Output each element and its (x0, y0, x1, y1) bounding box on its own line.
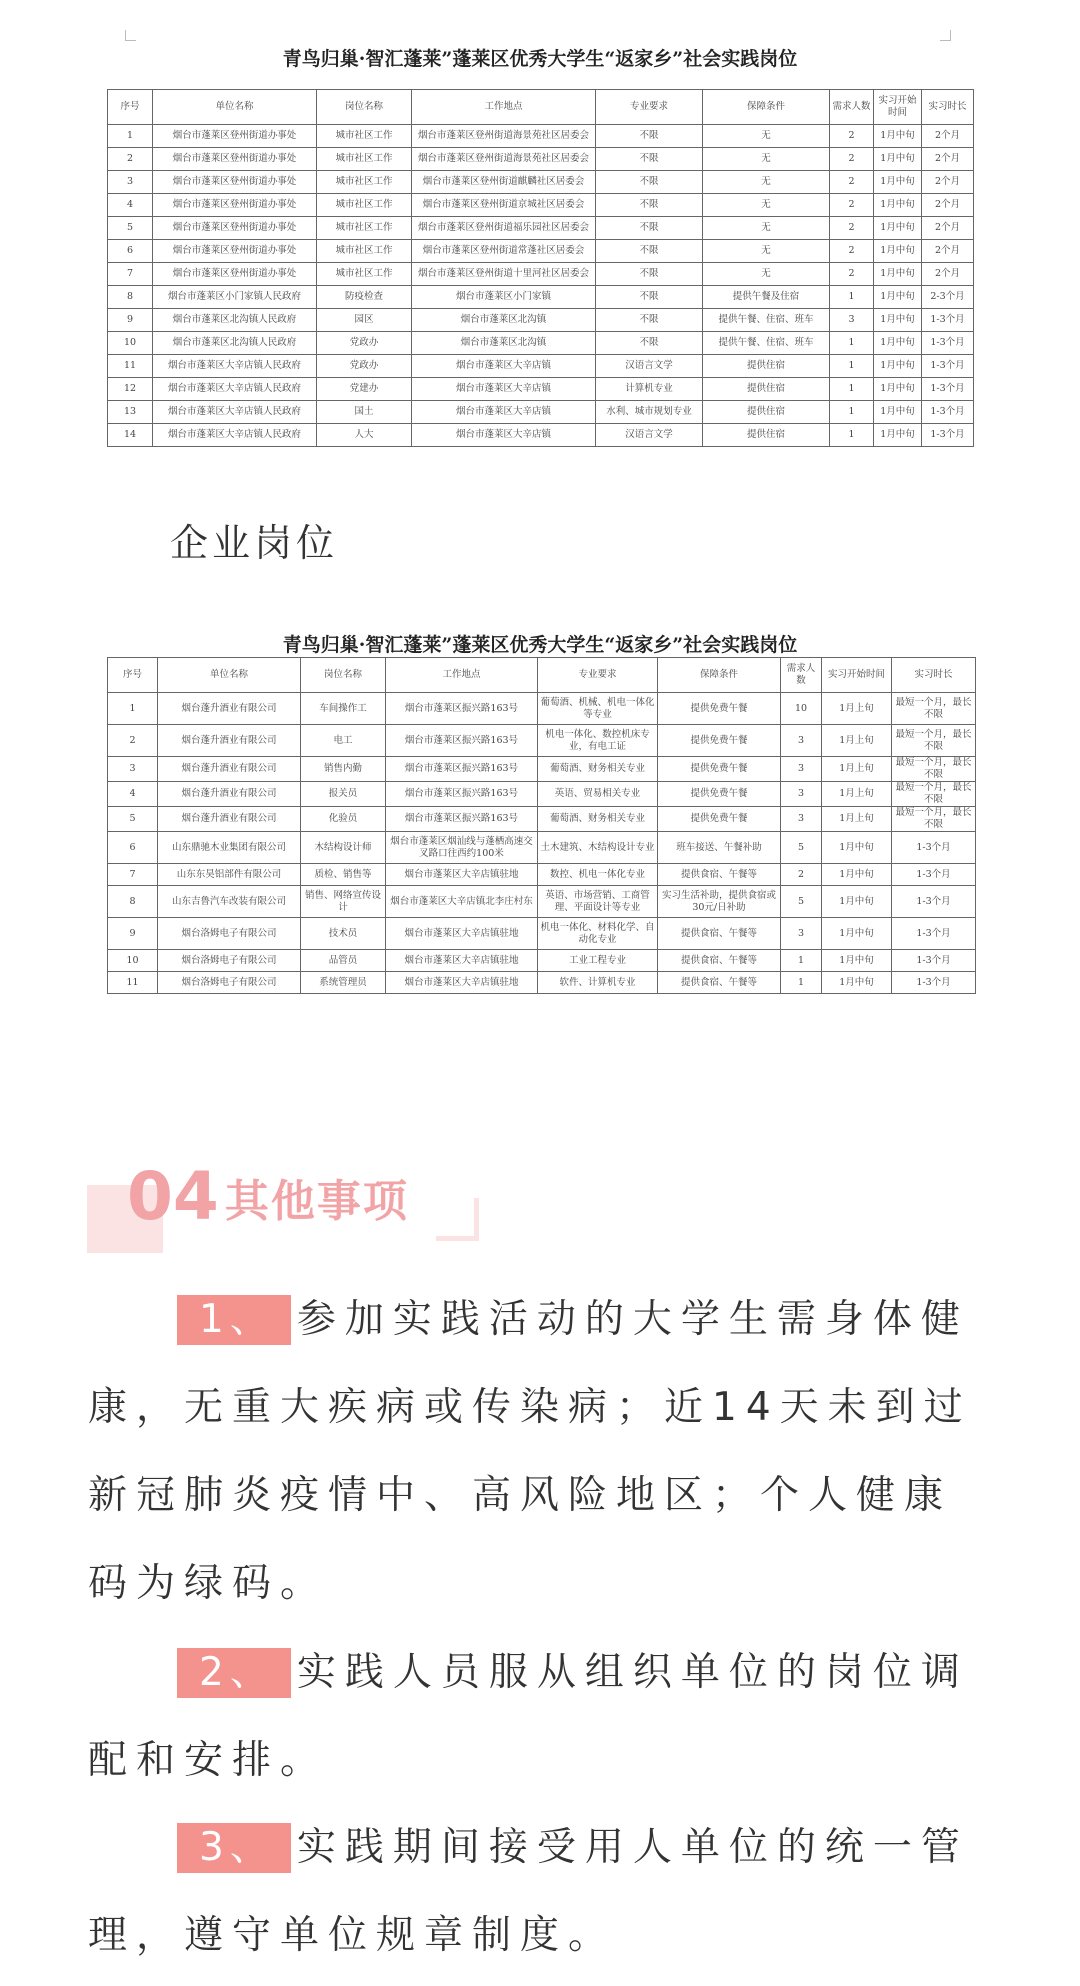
table-cell: 化验员 (301, 807, 386, 832)
section-number: 04 (127, 1158, 219, 1235)
table-cell: 城市社区工作 (317, 263, 412, 286)
table-cell: 1-3个月 (922, 309, 974, 332)
table-cell: 不限 (596, 240, 703, 263)
table-cell: 1-3个月 (892, 886, 976, 918)
table-cell: 烟台市蓬莱区北沟镇 (412, 332, 596, 355)
table-cell: 1-3个月 (892, 950, 976, 972)
table-row (108, 217, 974, 240)
table-cell: 报关员 (301, 782, 386, 807)
table-cell: 人大 (317, 424, 412, 447)
table-cell: 1月中旬 (874, 401, 922, 424)
table-cell: 1月中旬 (822, 886, 892, 918)
table-cell: 烟台市蓬莱区登州街道海景苑社区居委会 (412, 125, 596, 148)
table-cell: 英语、市场营销、工商管理、平面设计等专业 (538, 886, 658, 918)
notice-item-2 (88, 1629, 988, 1805)
table-cell: 1月中旬 (874, 148, 922, 171)
table-cell: 烟台市蓬莱区登州街道办事处 (153, 194, 317, 217)
table-cell: 1月上旬 (822, 807, 892, 832)
table-cell: 烟台洛姆电子有限公司 (158, 972, 301, 994)
table-cell: 2个月 (922, 217, 974, 240)
table-cell: 烟台市蓬莱区大辛店镇 (412, 355, 596, 378)
table-cell: 1-3个月 (922, 378, 974, 401)
table-cell: 山东吉鲁汽车改装有限公司 (158, 886, 301, 918)
section-heading (127, 1158, 409, 1235)
table-cell: 2个月 (922, 148, 974, 171)
table-cell: 9 (108, 309, 153, 332)
table-cell: 城市社区工作 (317, 171, 412, 194)
table-cell: 不限 (596, 171, 703, 194)
table-cell: 不限 (596, 309, 703, 332)
table-cell: 1 (108, 693, 158, 725)
table-cell: 机电一体化、数控机床专业，有电工证 (538, 725, 658, 757)
table-cell: 1月中旬 (874, 125, 922, 148)
table-cell: 6 (108, 240, 153, 263)
table-cell: 烟台市蓬莱区北沟镇人民政府 (153, 309, 317, 332)
column-header: 需求人数 (781, 658, 822, 693)
table-cell: 1-3个月 (922, 424, 974, 447)
table-cell: 烟台市蓬莱区登州街道麒麟社区居委会 (412, 171, 596, 194)
table-cell: 2 (781, 864, 822, 886)
table-cell: 计算机专业 (596, 378, 703, 401)
table-cell: 不限 (596, 332, 703, 355)
table-cell: 烟台市蓬莱区振兴路163号 (386, 757, 538, 782)
column-header: 单位名称 (153, 90, 317, 125)
table-cell: 烟台市蓬莱区大辛店镇驻地 (386, 972, 538, 994)
column-header: 实习时长 (922, 90, 974, 125)
table-cell: 不限 (596, 125, 703, 148)
table-cell: 5 (781, 832, 822, 864)
table-cell: 提供住宿 (703, 424, 830, 447)
table-cell: 烟台市蓬莱区小门家镇人民政府 (153, 286, 317, 309)
table-cell: 烟台市蓬莱区北沟镇人民政府 (153, 332, 317, 355)
item-text: 实践人员服从组织单位的岗位调配和安排。 (88, 1650, 969, 1783)
table-cell: 1月中旬 (822, 864, 892, 886)
column-header: 保障条件 (658, 658, 781, 693)
table-cell: 党政办 (317, 332, 412, 355)
table-cell: 山东东昊铝部件有限公司 (158, 864, 301, 886)
table-cell: 1 (781, 950, 822, 972)
table-cell: 烟台市蓬莱区大辛店镇人民政府 (153, 401, 317, 424)
table-cell: 9 (108, 918, 158, 950)
table-cell: 10 (108, 332, 153, 355)
table-cell: 2 (108, 148, 153, 171)
table-row (108, 240, 974, 263)
table-cell: 5 (781, 886, 822, 918)
table-cell: 提供食宿、午餐等 (658, 864, 781, 886)
table-cell: 党建办 (317, 378, 412, 401)
heading-bracket-decoration (436, 1198, 479, 1241)
table-cell: 不限 (596, 194, 703, 217)
table-cell: 烟台市蓬莱区大辛店镇人民政府 (153, 378, 317, 401)
table-cell: 烟台市蓬莱区振兴路163号 (386, 807, 538, 832)
table-cell: 班车接送、午餐补助 (658, 832, 781, 864)
table-cell: 1 (830, 286, 874, 309)
table-cell: 烟台市蓬莱区大辛店镇 (412, 378, 596, 401)
column-header: 岗位名称 (317, 90, 412, 125)
table-row (108, 286, 974, 309)
table-cell: 无 (703, 240, 830, 263)
table-cell: 技术员 (301, 918, 386, 950)
column-header: 序号 (108, 658, 158, 693)
table-cell: 烟台市蓬莱区北沟镇 (412, 309, 596, 332)
table-cell: 烟台市蓬莱区登州街道办事处 (153, 125, 317, 148)
table-cell: 2个月 (922, 125, 974, 148)
table-cell: 烟台市蓬莱区小门家镇 (412, 286, 596, 309)
table-cell: 2 (108, 725, 158, 757)
table-cell: 烟台市蓬莱区大辛店镇北李庄村东 (386, 886, 538, 918)
table-row (108, 807, 976, 832)
table-cell: 提供免费午餐 (658, 782, 781, 807)
table-row (108, 125, 974, 148)
table-cell: 无 (703, 194, 830, 217)
table-cell: 10 (108, 950, 158, 972)
table-cell: 1-3个月 (922, 355, 974, 378)
table-cell: 2个月 (922, 240, 974, 263)
table-cell: 烟台市蓬莱区登州街道京城社区居委会 (412, 194, 596, 217)
table-cell: 最短一个月，最长不限 (892, 693, 976, 725)
table-cell: 烟台蓬升酒业有限公司 (158, 757, 301, 782)
table-cell: 2 (830, 194, 874, 217)
table-cell: 烟台蓬升酒业有限公司 (158, 725, 301, 757)
table-cell: 1 (781, 972, 822, 994)
table-cell: 3 (781, 757, 822, 782)
table-row (108, 194, 974, 217)
table-cell: 3 (108, 171, 153, 194)
table-cell: 1月中旬 (822, 950, 892, 972)
table-cell: 最短一个月，最长不限 (892, 725, 976, 757)
table-cell: 烟台市蓬莱区大辛店镇 (412, 424, 596, 447)
table-cell: 7 (108, 864, 158, 886)
table-cell: 1-3个月 (892, 972, 976, 994)
column-header: 工作地点 (412, 90, 596, 125)
table-cell: 1月中旬 (822, 918, 892, 950)
item-text: 参加实践活动的大学生需身体健康，无重大疾病或传染病；近14天未到过新冠肺炎疫情中、高风险地区；个人健康码为绿码。 (88, 1297, 972, 1606)
table-cell: 4 (108, 194, 153, 217)
table-cell: 最短一个月，最长不限 (892, 807, 976, 832)
table-cell: 无 (703, 148, 830, 171)
table-cell: 1月中旬 (874, 332, 922, 355)
table-cell: 防疫检查 (317, 286, 412, 309)
table-row (108, 950, 976, 972)
table-cell: 1 (108, 125, 153, 148)
table-cell: 5 (108, 217, 153, 240)
table-cell: 烟台洛姆电子有限公司 (158, 918, 301, 950)
table-cell: 1-3个月 (892, 832, 976, 864)
table-cell: 1-3个月 (892, 864, 976, 886)
table-row (108, 424, 974, 447)
table-cell: 国土 (317, 401, 412, 424)
table-row (108, 864, 976, 886)
column-header: 需求人数 (830, 90, 874, 125)
table-row (108, 832, 976, 864)
table-cell: 3 (830, 309, 874, 332)
section-title: 其他事项 (224, 1175, 409, 1227)
table-row (108, 355, 974, 378)
table-cell: 汉语言文学 (596, 355, 703, 378)
table-cell: 烟台市蓬莱区登州街道办事处 (153, 263, 317, 286)
table-cell: 提供食宿、午餐等 (658, 918, 781, 950)
table-cell: 提供午餐及住宿 (703, 286, 830, 309)
table-row (108, 309, 974, 332)
table-row (108, 148, 974, 171)
table-cell: 1月上旬 (822, 693, 892, 725)
table-cell: 10 (781, 693, 822, 725)
page-corner-mark (125, 30, 136, 41)
table-cell: 1月中旬 (874, 424, 922, 447)
column-header: 实习开始时间 (874, 90, 922, 125)
gov-table-title: 青鸟归巢·智汇蓬莱”蓬莱区优秀大学生“返家乡”社会实践岗位 (282, 48, 798, 70)
table-cell: 8 (108, 886, 158, 918)
table-cell: 无 (703, 263, 830, 286)
enterprise-heading: 企业岗位 (170, 521, 339, 565)
table-cell: 3 (108, 757, 158, 782)
table-cell: 数控、机电一体化专业 (538, 864, 658, 886)
table-cell: 最短一个月，最长不限 (892, 757, 976, 782)
table-cell: 烟台市蓬莱区振兴路163号 (386, 725, 538, 757)
table-cell: 烟台市蓬莱区振兴路163号 (386, 693, 538, 725)
table-cell: 3 (781, 918, 822, 950)
table-cell: 2-3个月 (922, 286, 974, 309)
table-cell: 提供免费午餐 (658, 807, 781, 832)
table-cell: 提供免费午餐 (658, 693, 781, 725)
table-cell: 12 (108, 378, 153, 401)
table-cell: 烟台市蓬莱区大辛店镇驻地 (386, 864, 538, 886)
table-cell: 2 (830, 148, 874, 171)
table-cell: 1 (830, 424, 874, 447)
table-row (108, 918, 976, 950)
table-cell: 3 (781, 725, 822, 757)
table-cell: 提供免费午餐 (658, 757, 781, 782)
table-cell: 2 (830, 217, 874, 240)
table-cell: 1月中旬 (874, 171, 922, 194)
table-cell: 6 (108, 832, 158, 864)
table-cell: 车间操作工 (301, 693, 386, 725)
column-header: 保障条件 (703, 90, 830, 125)
table-cell: 2 (830, 263, 874, 286)
table-row (108, 378, 974, 401)
table-cell: 14 (108, 424, 153, 447)
column-header: 实习开始时间 (822, 658, 892, 693)
company-positions-table (107, 657, 976, 994)
column-header: 实习时长 (892, 658, 976, 693)
table-cell: 2个月 (922, 171, 974, 194)
table-cell: 提供免费午餐 (658, 725, 781, 757)
table-cell: 烟台洛姆电子有限公司 (158, 950, 301, 972)
table-cell: 烟台市蓬莱区大辛店镇人民政府 (153, 424, 317, 447)
table-cell: 2个月 (922, 194, 974, 217)
notice-item-1 (88, 1276, 988, 1628)
table-cell: 烟台市蓬莱区登州街道办事处 (153, 217, 317, 240)
table-cell: 2 (830, 240, 874, 263)
table-cell: 1-3个月 (892, 918, 976, 950)
table-cell: 1月中旬 (874, 309, 922, 332)
notice-item-3 (88, 1804, 988, 1980)
table-cell: 汉语言文学 (596, 424, 703, 447)
table-cell: 1月中旬 (874, 378, 922, 401)
table-cell: 土木建筑、木结构设计专业 (538, 832, 658, 864)
item-number-badge: 1、 (177, 1295, 291, 1345)
column-header: 单位名称 (158, 658, 301, 693)
table-cell: 1 (830, 378, 874, 401)
table-cell: 不限 (596, 217, 703, 240)
table-cell: 烟台市蓬莱区登州街道常蓬社区居委会 (412, 240, 596, 263)
table-cell: 11 (108, 972, 158, 994)
page-corner-mark (940, 30, 951, 41)
table-row (108, 693, 976, 725)
table-cell: 木结构设计师 (301, 832, 386, 864)
table-cell: 1月上旬 (822, 757, 892, 782)
table-cell: 1 (830, 355, 874, 378)
table-row (108, 171, 974, 194)
table-cell: 烟台市蓬莱区登州街道办事处 (153, 240, 317, 263)
item-number-badge: 3、 (177, 1823, 291, 1873)
table-cell: 提供食宿、午餐等 (658, 950, 781, 972)
table-row (108, 886, 976, 918)
table-cell: 不限 (596, 286, 703, 309)
table-cell: 英语、贸易相关专业 (538, 782, 658, 807)
table-cell: 实习生活补助，提供食宿或30元/日补助 (658, 886, 781, 918)
table-cell: 系统管理员 (301, 972, 386, 994)
table-cell: 无 (703, 171, 830, 194)
table-cell: 1月中旬 (874, 355, 922, 378)
table-row (108, 263, 974, 286)
table-row (108, 401, 974, 424)
table-cell: 1 (830, 401, 874, 424)
table-cell: 山东鼎驰木业集团有限公司 (158, 832, 301, 864)
table-cell: 销售内勤 (301, 757, 386, 782)
table-cell: 烟台蓬升酒业有限公司 (158, 782, 301, 807)
table-cell: 城市社区工作 (317, 217, 412, 240)
column-header: 工作地点 (386, 658, 538, 693)
table-cell: 党政办 (317, 355, 412, 378)
table-row (108, 725, 976, 757)
table-cell: 7 (108, 263, 153, 286)
table-cell: 烟台市蓬莱区登州街道十里河社区居委会 (412, 263, 596, 286)
table-cell: 烟台蓬升酒业有限公司 (158, 693, 301, 725)
table-cell: 1-3个月 (922, 332, 974, 355)
table-cell: 不限 (596, 148, 703, 171)
table-cell: 葡萄酒、财务相关专业 (538, 757, 658, 782)
table-row (108, 782, 976, 807)
table-cell: 1月中旬 (874, 263, 922, 286)
table-cell: 水利、城市规划专业 (596, 401, 703, 424)
column-header: 专业要求 (538, 658, 658, 693)
item-number-badge: 2、 (177, 1648, 291, 1698)
table-cell: 提供住宿 (703, 401, 830, 424)
table-cell: 质检、销售等 (301, 864, 386, 886)
table-cell: 不限 (596, 263, 703, 286)
table-cell: 1月中旬 (874, 286, 922, 309)
table-cell: 烟台市蓬莱区大辛店镇 (412, 401, 596, 424)
table-cell: 烟台市蓬莱区登州街道福乐园社区居委会 (412, 217, 596, 240)
table-cell: 8 (108, 286, 153, 309)
table-cell: 葡萄酒、机械、机电一体化等专业 (538, 693, 658, 725)
table-cell: 提供食宿、午餐等 (658, 972, 781, 994)
gov-positions-table (107, 89, 974, 447)
table-cell: 1-3个月 (922, 401, 974, 424)
column-header: 岗位名称 (301, 658, 386, 693)
company-table-title: 青鸟归巢·智汇蓬莱”蓬莱区优秀大学生“返家乡”社会实践岗位 (282, 634, 798, 656)
table-cell: 烟台市蓬莱区烟汕线与蓬栖高速交叉路口往西约100米 (386, 832, 538, 864)
table-cell: 烟台市蓬莱区大辛店镇驻地 (386, 918, 538, 950)
table-cell: 烟台市蓬莱区振兴路163号 (386, 782, 538, 807)
column-header: 专业要求 (596, 90, 703, 125)
table-cell: 葡萄酒、财务相关专业 (538, 807, 658, 832)
table-cell: 城市社区工作 (317, 125, 412, 148)
table-cell: 无 (703, 217, 830, 240)
table-cell: 烟台市蓬莱区登州街道海景苑社区居委会 (412, 148, 596, 171)
table-cell: 烟台市蓬莱区大辛店镇驻地 (386, 950, 538, 972)
table-cell: 3 (781, 782, 822, 807)
table-cell: 1 (830, 332, 874, 355)
table-row (108, 972, 976, 994)
table-cell: 2 (830, 171, 874, 194)
table-cell: 无 (703, 125, 830, 148)
table-cell: 品管员 (301, 950, 386, 972)
table-cell: 4 (108, 782, 158, 807)
item-text: 实践期间接受用人单位的统一管理，遵守单位规章制度。 (88, 1825, 969, 1958)
table-cell: 11 (108, 355, 153, 378)
table-cell: 园区 (317, 309, 412, 332)
table-cell: 1月中旬 (822, 832, 892, 864)
table-cell: 城市社区工作 (317, 148, 412, 171)
table-cell: 提供午餐、住宿、班车 (703, 332, 830, 355)
table-row (108, 332, 974, 355)
table-cell: 机电一体化、材料化学、自动化专业 (538, 918, 658, 950)
table-cell: 最短一个月，最长不限 (892, 782, 976, 807)
table-cell: 销售、网络宣传设计 (301, 886, 386, 918)
table-cell: 提供住宿 (703, 378, 830, 401)
table-cell: 城市社区工作 (317, 240, 412, 263)
table-cell: 1月中旬 (874, 194, 922, 217)
table-cell: 2个月 (922, 263, 974, 286)
table-cell: 1月上旬 (822, 725, 892, 757)
table-cell: 烟台蓬升酒业有限公司 (158, 807, 301, 832)
column-header: 序号 (108, 90, 153, 125)
table-cell: 烟台市蓬莱区大辛店镇人民政府 (153, 355, 317, 378)
table-cell: 5 (108, 807, 158, 832)
table-cell: 烟台市蓬莱区登州街道办事处 (153, 148, 317, 171)
table-cell: 工业工程专业 (538, 950, 658, 972)
table-cell: 提供住宿 (703, 355, 830, 378)
table-cell: 电工 (301, 725, 386, 757)
table-cell: 2 (830, 125, 874, 148)
table-cell: 3 (781, 807, 822, 832)
table-cell: 1月中旬 (874, 240, 922, 263)
table-cell: 1月中旬 (874, 217, 922, 240)
table-cell: 提供午餐、住宿、班车 (703, 309, 830, 332)
table-row (108, 757, 976, 782)
table-cell: 1月上旬 (822, 782, 892, 807)
table-cell: 城市社区工作 (317, 194, 412, 217)
table-cell: 软件、计算机专业 (538, 972, 658, 994)
table-cell: 1月中旬 (822, 972, 892, 994)
table-cell: 烟台市蓬莱区登州街道办事处 (153, 171, 317, 194)
table-cell: 13 (108, 401, 153, 424)
